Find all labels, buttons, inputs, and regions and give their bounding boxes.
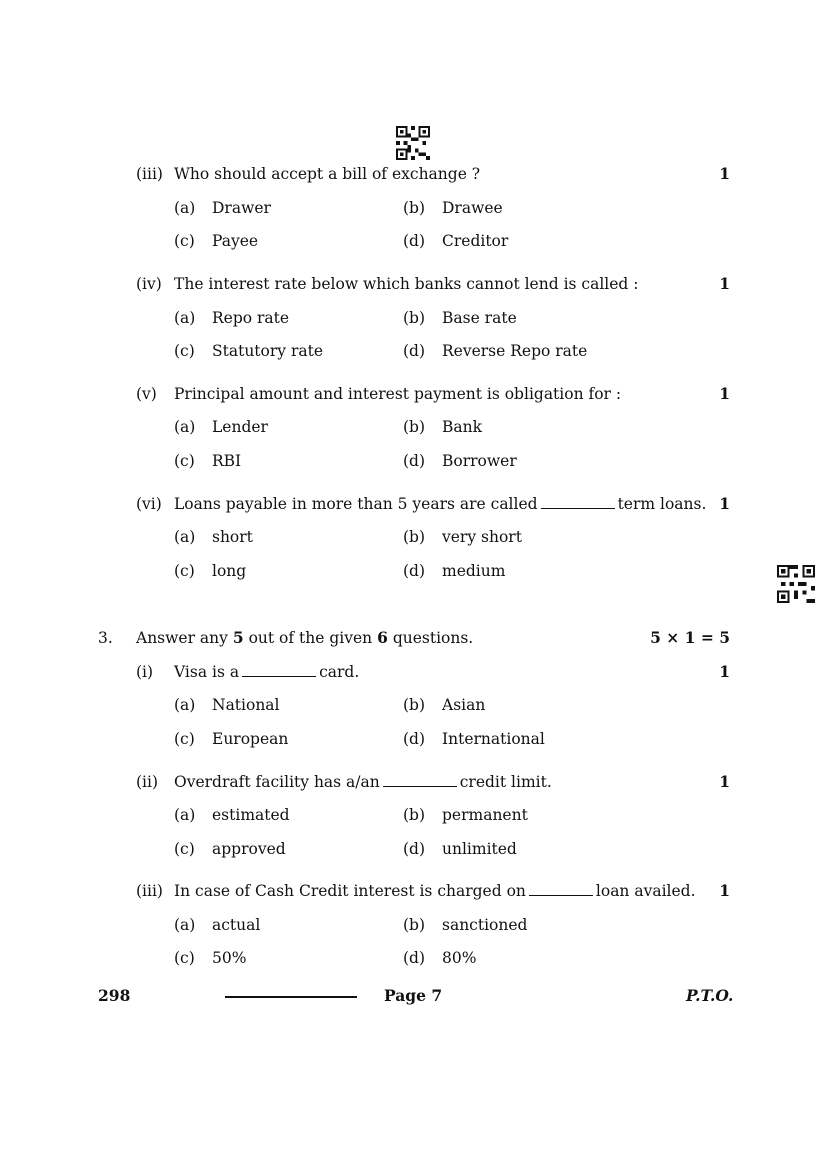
option-label: (a) — [174, 418, 196, 436]
instr-count-total: 6 — [377, 628, 388, 647]
question-text-before: Visa is a — [174, 663, 240, 681]
option-label: (a) — [174, 528, 196, 546]
question-text: Principal amount and interest payment is obligation for : — [174, 385, 622, 403]
option-text: short — [212, 528, 253, 546]
option-label: (a) — [174, 916, 196, 934]
option-text: Payee — [212, 232, 259, 250]
option-label: (c) — [174, 342, 195, 360]
option-label: (c) — [174, 949, 195, 967]
option-label: (c) — [174, 232, 195, 250]
option-label: (b) — [403, 199, 426, 217]
question-text-before: In case of Cash Credit interest is charged on — [174, 882, 526, 900]
question-text-before: Overdraft facility has a/an — [174, 773, 380, 791]
option-text: actual — [212, 916, 261, 934]
instr-text: questions. — [392, 629, 474, 647]
option-text: estimated — [212, 806, 290, 824]
question-marks: 1 — [719, 494, 730, 513]
option-label: (d) — [403, 840, 426, 858]
section-instruction — [136, 629, 473, 647]
option-text: Asian — [442, 696, 486, 714]
option-text: Borrower — [442, 452, 517, 470]
instr-text: out of the given — [248, 629, 373, 647]
option-text: unlimited — [442, 840, 517, 858]
option-label: (d) — [403, 730, 426, 748]
qr-code-side — [777, 565, 815, 603]
option-label: (a) — [174, 199, 196, 217]
paper-code: 298 — [98, 986, 131, 1005]
question-marks: 1 — [719, 384, 730, 403]
option-label: (b) — [403, 309, 426, 327]
option-text: Bank — [442, 418, 483, 436]
instr-text: Answer any — [136, 629, 228, 647]
option-text: approved — [212, 840, 286, 858]
question-marks: 1 — [719, 772, 730, 791]
option-label: (d) — [403, 232, 426, 250]
option-text: Lender — [212, 418, 268, 436]
option-text: Drawee — [442, 199, 503, 217]
answer-blank — [529, 883, 593, 896]
qr-code-top — [395, 126, 431, 160]
question-text-after: credit limit. — [459, 773, 552, 791]
option-label: (d) — [403, 562, 426, 580]
option-label: (b) — [403, 916, 426, 934]
option-label: (b) — [403, 696, 426, 714]
option-label: (c) — [174, 840, 195, 858]
question-text-after: card. — [319, 663, 360, 681]
option-label: (b) — [403, 806, 426, 824]
option-text: Drawer — [212, 199, 271, 217]
answer-blank — [383, 774, 457, 787]
question-number: (vi) — [136, 495, 162, 513]
option-label: (a) — [174, 696, 196, 714]
option-text: 80% — [442, 949, 477, 967]
question-text: Who should accept a bill of exchange ? — [174, 165, 481, 183]
question-text-after: term loans. — [617, 495, 707, 513]
option-label: (b) — [403, 418, 426, 436]
option-label: (d) — [403, 452, 426, 470]
option-text: Repo rate — [212, 309, 290, 327]
question-marks: 1 — [719, 662, 730, 681]
option-label: (c) — [174, 562, 195, 580]
option-label: (c) — [174, 452, 195, 470]
option-label: (a) — [174, 806, 196, 824]
question-number: (ii) — [136, 773, 159, 791]
section-number: 3. — [98, 629, 113, 647]
option-text: Statutory rate — [212, 342, 324, 360]
option-text: very short — [442, 528, 522, 546]
question-text — [174, 495, 706, 513]
question-number: (v) — [136, 385, 157, 403]
option-text: medium — [442, 562, 506, 580]
question-number: (iii) — [136, 165, 163, 183]
page-number: Page 7 — [384, 986, 443, 1005]
question-number: (iii) — [136, 882, 163, 900]
question-text-before: Loans payable in more than 5 years are called — [174, 495, 538, 513]
footer-rule — [225, 996, 357, 998]
answer-blank — [242, 664, 316, 677]
option-text: European — [212, 730, 289, 748]
option-label: (d) — [403, 342, 426, 360]
option-text: Reverse Repo rate — [442, 342, 588, 360]
question-text-after: loan availed. — [595, 882, 696, 900]
option-label: (b) — [403, 528, 426, 546]
option-text: permanent — [442, 806, 528, 824]
question-text — [174, 882, 696, 900]
option-text: long — [212, 562, 247, 580]
option-text: International — [442, 730, 545, 748]
question-marks: 1 — [719, 274, 730, 293]
answer-blank — [541, 496, 615, 509]
question-number: (iv) — [136, 275, 162, 293]
instr-count-answer: 5 — [232, 628, 244, 647]
pto-label: P.T.O. — [686, 986, 734, 1005]
section-marks: 5 × 1 = 5 — [650, 628, 730, 647]
question-marks: 1 — [719, 881, 730, 900]
option-text: RBI — [212, 452, 242, 470]
option-text: National — [212, 696, 280, 714]
question-text — [174, 663, 359, 681]
option-label: (a) — [174, 309, 196, 327]
question-text — [174, 773, 552, 791]
question-number: (i) — [136, 663, 154, 681]
question-marks: 1 — [719, 164, 730, 183]
option-label: (d) — [403, 949, 426, 967]
option-text: Creditor — [442, 232, 509, 250]
question-text: The interest rate below which banks cannot lend is called : — [174, 275, 639, 293]
option-text: sanctioned — [442, 916, 528, 934]
option-text: 50% — [212, 949, 247, 967]
option-label: (c) — [174, 730, 195, 748]
option-text: Base rate — [442, 309, 517, 327]
